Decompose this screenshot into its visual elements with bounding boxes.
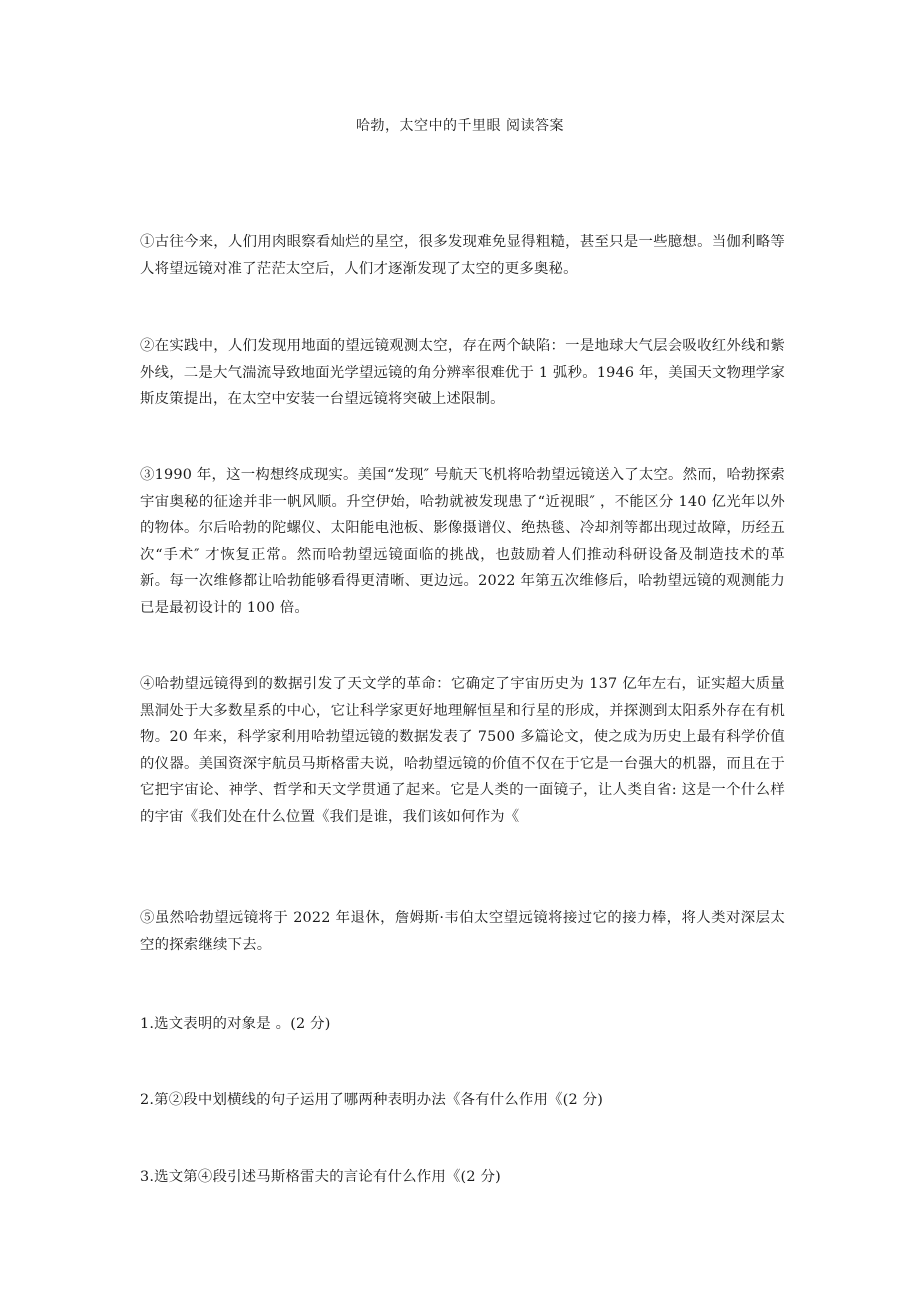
paragraph-1: ①古往今来，人们用肉眼察看灿烂的星空，很多发现难免显得粗糙，甚至只是一些臆想。当伽利略等人将望远镜对准了茫茫太空后，人们才逐渐发现了太空的更多奥秘。	[140, 234, 785, 277]
paragraph-5: ⑤虽然哈勃望远镜将于 2022 年退休，詹姆斯·韦伯太空望远镜将接过它的接力棒，将人类对深层太空的探索继续下去。	[140, 910, 785, 953]
question-3: 3.选文第④段引述马斯格雷夫的言论有什么作用《(2 分)	[140, 1169, 501, 1185]
paragraph-3: ③1990 年，这一构想终成现实。美国“发现″ 号航天飞机将哈勃望远镜送入了太空。然而，哈勃探索宇宙奥秘的征途并非一帆风顺。升空伊始，哈勃就被发现患了“近视眼″ ，不能区分 140 亿光年以外的物体。尔后哈勃的陀螺仪、太阳能电池板、影像摄谱仪、绝热毯、冷却剂等都出现过故障，历经五次“手术″ 才恢复正常。然而哈勃望远镜面临的挑战，也鼓励着人们推动科研设备及制造技术的革新。每一次维修都让哈勃能够看得更清晰、更边远。2022 年第五次维修后，哈勃望远镜的观测能力已是最初设计的 100 倍。	[140, 467, 785, 616]
paragraph-2: ②在实践中，人们发现用地面的望远镜观测太空，存在两个缺陷：一是地球大气层会吸收红外线和紫外线，二是大气湍流导致地面光学望远镜的角分辨率很难优于 1 弧秒。1946 年，美国天文物理学家斯皮策提出，在太空中安装一台望远镜将突破上述限制。	[140, 338, 785, 407]
document-title: 哈勃，太空中的千里眼 阅读答案	[356, 118, 564, 134]
question-1: 1.选文表明的对象是 。(2 分)	[140, 1016, 331, 1032]
paragraph-4: ④哈勃望远镜得到的数据引发了天文学的革命：它确定了宇宙历史为 137 亿年左右，证实超大质量黑洞处于大多数星系的中心，它让科学家更好地理解恒星和行星的形成，并探测到太阳系外存在有机物。20 年来，科学家利用哈勃望远镜的数据发表了 7500 多篇论文，使之成为历史上最有科学价值的仪器。美国资深宇航员马斯格雷夫说，哈勃望远镜的价值不仅在于它是一台强大的机器，而且在于它把宇宙论、神学、哲学和天文学贯通了起来。它是人类的一面镜子，让人类自省: 这是一个什么样的宇宙《我们处在什么位置《我们是谁，我们该如何作为《	[140, 676, 785, 825]
question-2: 2.第②段中划横线的句子运用了哪两种表明办法《各有什么作用《(2 分)	[140, 1092, 604, 1108]
